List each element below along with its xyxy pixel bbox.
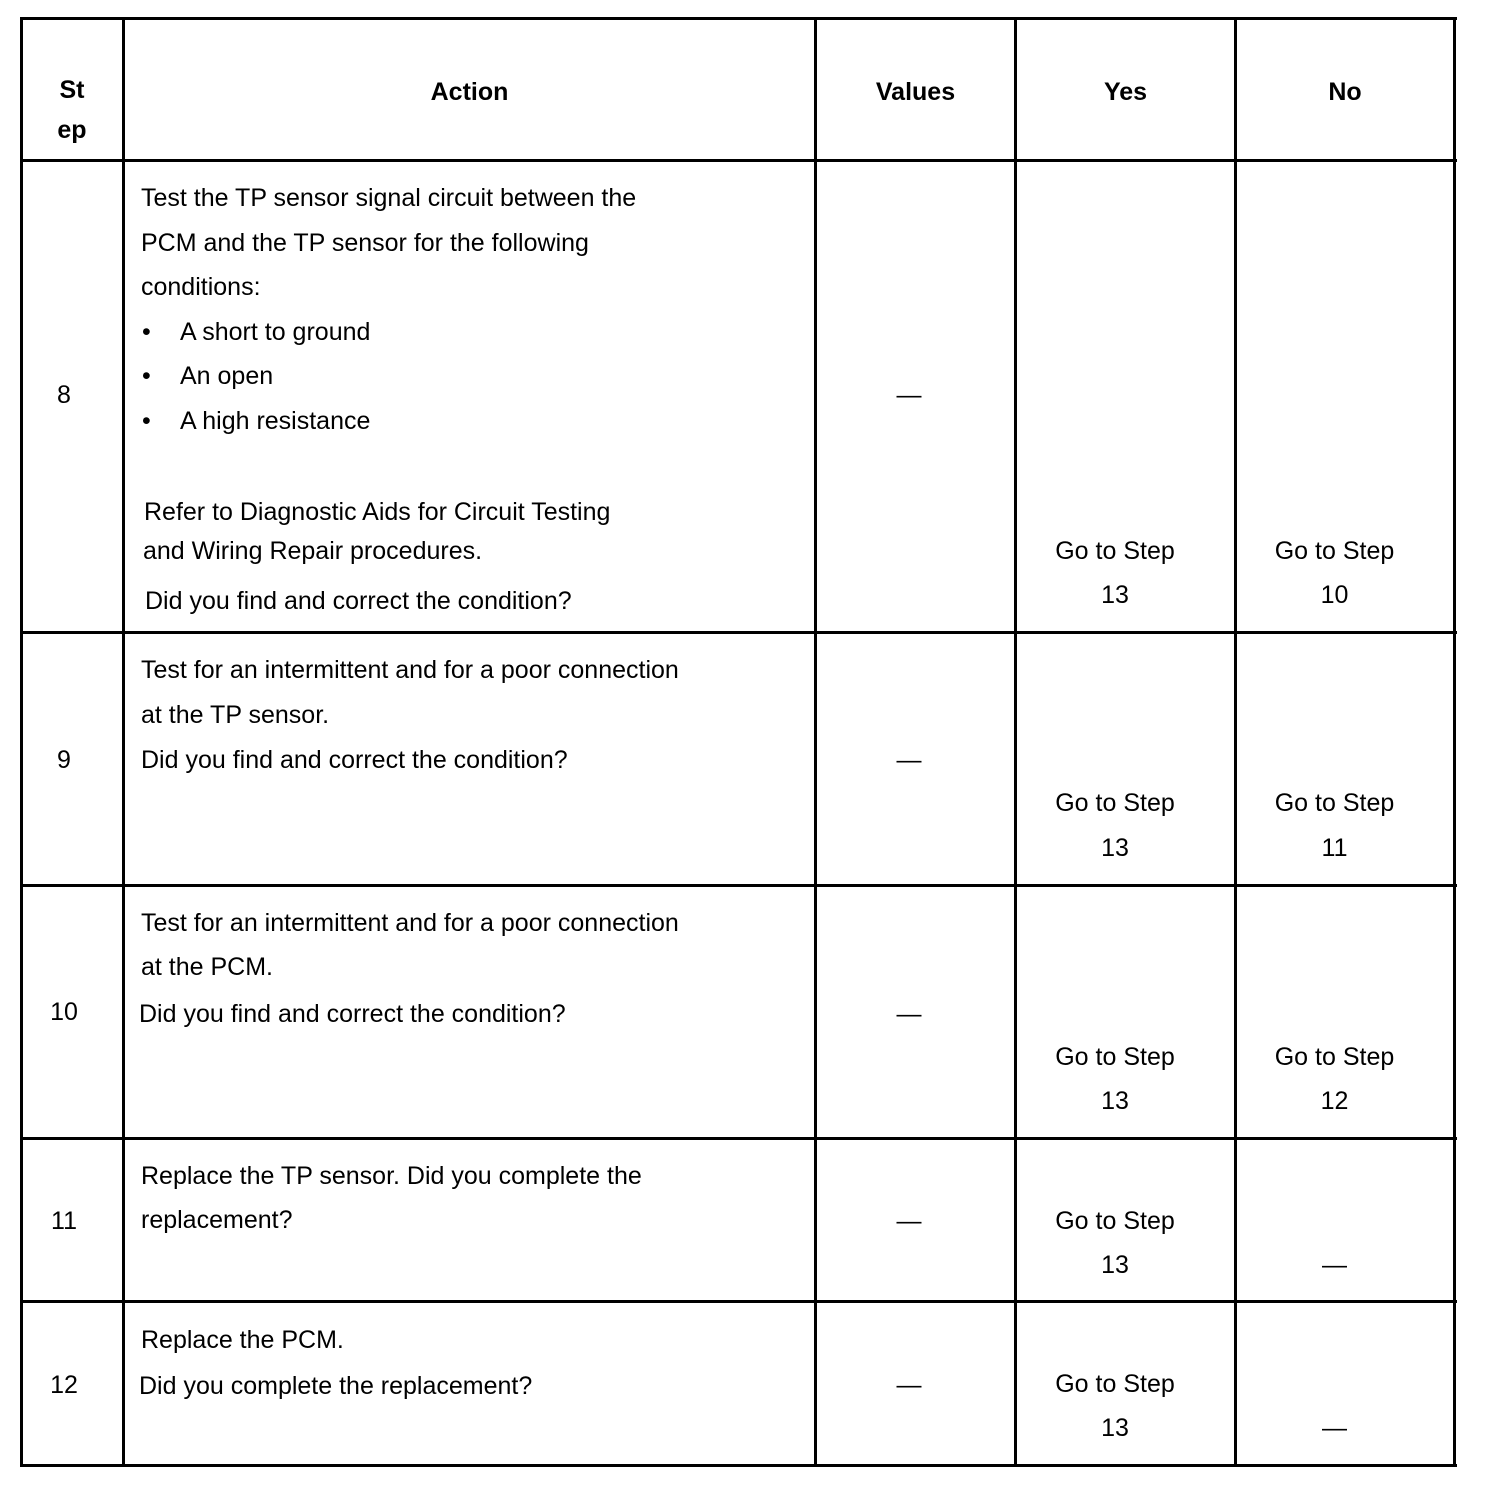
step-number: 8 [57,381,71,409]
grid-line [20,1300,1457,1303]
action-text: Test for an intermittent and for a poor connection [141,909,679,937]
bullet-icon: • [142,407,151,435]
values-cell: — [896,381,922,409]
yes-cell: Go to Step [1055,789,1175,817]
yes-cell-step: 13 [1101,1087,1129,1115]
header-step [22,70,122,150]
values-cell: — [896,1371,922,1399]
values-cell: — [896,1000,922,1028]
action-text: PCM and the TP sensor for the following [141,229,589,257]
grid-line [20,159,1457,162]
refer-text: and Wiring Repair procedures. [143,537,483,565]
step-number: 9 [57,746,71,774]
question-text: Did you complete the replacement? [139,1372,533,1400]
grid-line [20,884,1457,887]
question-text: Did you find and correct the condition? [141,746,568,774]
no-cell: — [1322,1251,1347,1279]
step-number: 10 [50,998,78,1026]
action-text: at the TP sensor. [141,701,330,729]
yes-cell-step: 13 [1101,1414,1129,1442]
yes-cell: Go to Step [1055,1207,1175,1235]
bullet-item: An open [180,362,274,390]
action-text: Replace the TP sensor. Did you complete the [141,1162,642,1190]
action-text: conditions: [141,273,261,301]
step-number: 12 [50,1371,78,1399]
action-text: Replace the PCM. [141,1326,344,1354]
grid-line [20,631,1457,634]
header-step-line: ep [57,116,87,144]
question-text: Did you find and correct the condition? [145,587,572,615]
bullet-item: A short to ground [180,318,371,346]
bullet-icon: • [142,318,151,346]
grid-line [1453,17,1456,1467]
yes-cell-step: 13 [1101,581,1129,609]
action-text: replacement? [141,1206,293,1234]
refer-text: Refer to Diagnostic Aids for Circuit Testing [144,498,611,526]
no-cell: Go to Step [1274,1043,1395,1071]
no-cell-step: 10 [1320,581,1349,609]
bullet-icon: • [142,362,151,390]
yes-cell-step: 13 [1101,1251,1129,1279]
grid-line [20,1137,1457,1140]
question-text: Did you find and correct the condition? [139,1000,566,1028]
header-yes: Yes [1103,78,1148,106]
header-action: Action [430,78,509,106]
yes-cell: Go to Step [1055,1043,1175,1071]
action-text: at the PCM. [141,953,273,981]
values-cell: — [896,746,922,774]
action-text: Test for an intermittent and for a poor connection [141,656,679,684]
header-step-line: St [59,76,85,104]
header-values: Values [875,78,956,106]
step-number: 11 [51,1207,77,1235]
header-no: No [1328,78,1362,106]
yes-cell: Go to Step [1055,1370,1175,1398]
bullet-item: A high resistance [180,407,371,435]
no-cell: Go to Step [1274,537,1395,565]
yes-cell-step: 13 [1101,834,1129,862]
yes-cell: Go to Step [1055,537,1175,565]
no-cell-step: 11 [1321,834,1348,862]
grid-line [20,17,1457,20]
grid-line [122,17,125,1467]
no-cell: Go to Step [1274,789,1395,817]
action-text: Test the TP sensor signal circuit between the [141,184,637,212]
values-cell: — [896,1207,922,1235]
no-cell: — [1322,1414,1347,1442]
no-cell-step: 12 [1320,1087,1349,1115]
grid-line [20,1464,1457,1467]
